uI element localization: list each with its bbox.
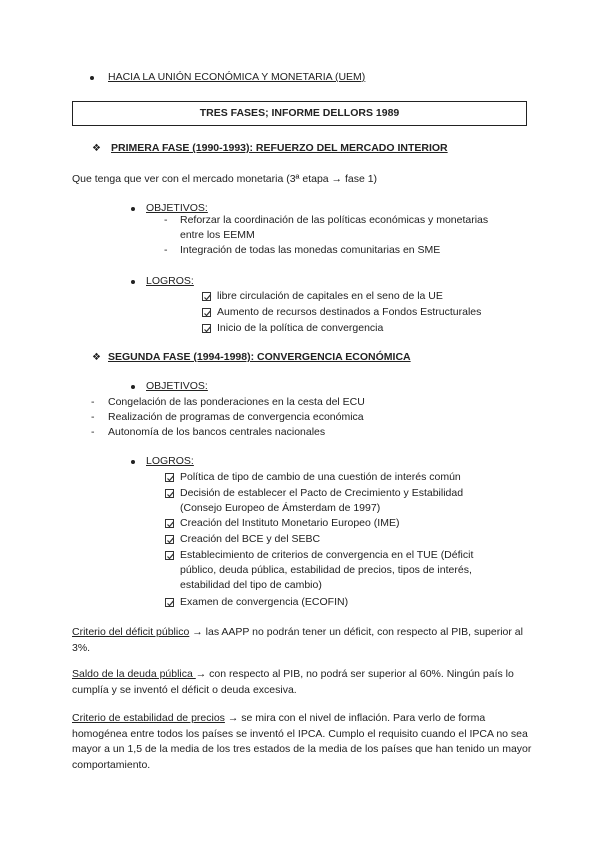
box-title: [72, 101, 527, 126]
checkbox-checked-icon: [202, 308, 211, 317]
phase2-logro-line: público, deuda pública, estabilidad de precios, tipos de interés,: [180, 564, 472, 576]
diamond-bullet-icon: ❖: [92, 143, 101, 154]
criterion-term: Saldo de la deuda pública: [72, 668, 196, 680]
checkbox-checked-icon: [165, 519, 174, 528]
bullet-dot: [131, 207, 135, 211]
phase2-logro-line: Política de tipo de cambio de una cuestión de interés común: [180, 471, 461, 483]
phase2-logro-line: Decisión de establecer el Pacto de Crecimiento y Estabilidad: [180, 487, 464, 499]
phase1-objetivos-label: OBJETIVOS:: [146, 202, 208, 214]
phase2-logro-line: Establecimiento de criterios de convergencia en el TUE (Déficit: [180, 549, 474, 561]
phase1-objetivo-line: entre los EEMM: [180, 229, 255, 241]
dash-bullet: -: [164, 244, 168, 256]
phase2-objetivo: Congelación de las ponderaciones en la cesta del ECU: [108, 396, 365, 408]
diamond-bullet-icon: ❖: [92, 352, 101, 363]
phase1-intro: Que tenga que ver con el mercado monetaria (3ª etapa → fase 1): [72, 173, 378, 185]
criterion-paragraph: [72, 711, 532, 773]
criterion-text: → con respecto al PIB, no podrá ser superior al 60%. Ningún país lo cumplía y se inventó el déficit o deuda excesiva.: [72, 668, 514, 696]
phase2-objetivo: Autonomía de los bancos centrales nacionales: [108, 426, 326, 438]
phase2-logro-line: (Consejo Europeo de Ámsterdam de 1997): [180, 502, 381, 514]
checkbox-checked-icon: [165, 598, 174, 607]
dash-bullet: -: [91, 426, 95, 438]
phase1-logro: Inicio de la política de convergencia: [217, 322, 384, 334]
box-title-text: TRES FASES; INFORME DELLORS 1989: [199, 106, 400, 119]
checkbox-checked-icon: [165, 535, 174, 544]
phase1-logro: Aumento de recursos destinados a Fondos Estructurales: [217, 306, 482, 318]
phase1-heading: PRIMERA FASE (1990-1993): REFUERZO DEL MERCADO INTERIOR: [111, 142, 448, 154]
bullet-dot: [90, 76, 94, 80]
checkbox-checked-icon: [202, 292, 211, 301]
phase2-logros-label: LOGROS:: [146, 455, 194, 467]
phase1-logro: libre circulación de capitales en el seno de la UE: [217, 290, 443, 302]
dash-bullet: -: [91, 411, 95, 423]
dash-bullet: -: [91, 396, 95, 408]
bullet-dot: [131, 385, 135, 389]
checkbox-checked-icon: [202, 324, 211, 333]
top-bullet-text: HACIA LA UNIÓN ECONÓMICA Y MONETARIA (UEM): [108, 71, 366, 83]
checkbox-checked-icon: [165, 473, 174, 482]
criterion-term: Criterio del déficit público: [72, 626, 190, 638]
phase1-logros-label: LOGROS:: [146, 275, 194, 287]
phase2-logro-line: Creación del Instituto Monetario Europeo (IME): [180, 517, 400, 529]
phase2-logro-line: Creación del BCE y del SEBC: [180, 533, 321, 545]
phase2-objetivos-label: OBJETIVOS:: [146, 380, 208, 392]
criterion-paragraph: [72, 625, 532, 656]
criterion-text: → las AAPP no podrán tener un déficit, con respecto al PIB, superior al 3%.: [72, 626, 523, 654]
phase2-heading: SEGUNDA FASE (1994-1998): CONVERGENCIA ECONÓMICA: [108, 351, 411, 363]
dash-bullet: -: [164, 214, 168, 226]
phase2-logro-line: Examen de convergencia (ECOFIN): [180, 596, 349, 608]
checkbox-checked-icon: [165, 551, 174, 560]
criterion-term: Criterio de estabilidad de precios: [72, 712, 225, 724]
criterion-paragraph: [72, 667, 532, 698]
phase2-objetivo: Realización de programas de convergencia económica: [108, 411, 364, 423]
bullet-dot: [131, 280, 135, 284]
phase2-logro-line: estabilidad del tipo de cambio): [180, 579, 322, 591]
criterion-text: → se mira con el nivel de inflación. Para verlo de forma homogénea entre todos los países se inventó el IPCA. Cumplo el requisito cuando el IPCA no sea mayor a un 1,5 de la media de los tres estados de la media de los países que han tenido un mayor comportamiento.: [72, 712, 532, 771]
bullet-dot: [131, 460, 135, 464]
phase1-objetivo-line: Reforzar la coordinación de las políticas económicas y monetarias: [180, 214, 489, 226]
phase1-objetivo-line: Integración de todas las monedas comunitarias en SME: [180, 244, 441, 256]
checkbox-checked-icon: [165, 489, 174, 498]
